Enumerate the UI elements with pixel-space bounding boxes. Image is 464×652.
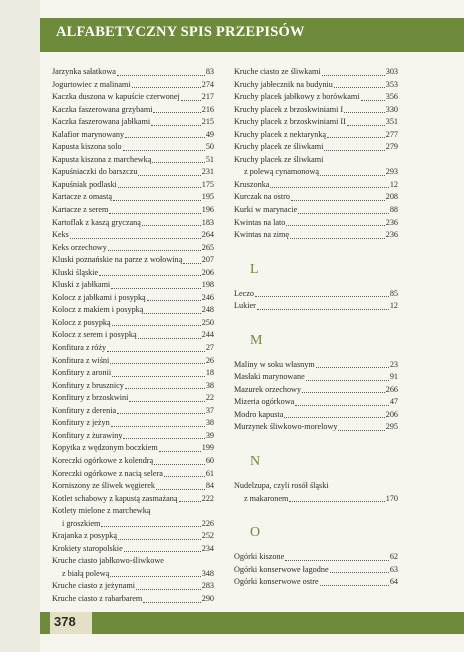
page-reference: 208 (385, 192, 398, 202)
recipe-name: Kaczka duszona w kapuście czerwonej (52, 92, 180, 102)
index-entry (52, 593, 214, 606)
page-reference: 50 (205, 142, 214, 152)
page-reference: 234 (201, 543, 214, 553)
recipe-name: Keks orzechowy (52, 242, 107, 252)
dot-leader (136, 589, 201, 590)
recipe-name: Modro kapusta (234, 409, 284, 419)
index-entry (234, 66, 398, 79)
recipe-name: Kapuśniaczki do barszczu (52, 167, 138, 177)
dot-leader (118, 187, 201, 188)
index-entry (52, 518, 214, 531)
index-entry (52, 530, 214, 543)
index-entry (234, 79, 398, 92)
index-entry (52, 405, 214, 418)
recipe-name: Kapusta kiszona solo (52, 142, 122, 152)
page-reference: 175 (201, 179, 214, 189)
page-reference: 279 (385, 142, 398, 152)
recipe-name: Krokiety staropolskie (52, 543, 123, 553)
page-reference: 236 (385, 230, 398, 240)
page-reference: 215 (201, 117, 214, 127)
page-reference: 248 (201, 305, 214, 315)
index-entry-first-line: Kruche ciasto jabłkowo-śliwkowe (52, 556, 164, 566)
dot-leader (159, 451, 201, 452)
recipe-name: Kluski z jabłkami (52, 280, 111, 290)
index-entry (234, 191, 398, 204)
recipe-name: z białą polewą (62, 568, 110, 578)
recipe-name: Kluski śląskie (52, 267, 99, 277)
index-section-m (234, 359, 398, 434)
recipe-name: Murzynek śliwkowo-morelowy (234, 422, 338, 432)
recipe-name: z polewą cynamonową (244, 167, 320, 177)
dot-leader (338, 430, 384, 431)
index-entry (234, 179, 398, 192)
dot-leader (142, 225, 201, 226)
page-reference: 216 (201, 104, 214, 114)
recipe-name: Konfitury z żurawiny (52, 430, 123, 440)
dot-leader (298, 213, 389, 214)
dot-leader (306, 380, 389, 381)
recipe-name: Leczo (234, 288, 254, 298)
page-reference: 353 (385, 79, 398, 89)
index-column-left (52, 66, 214, 606)
recipe-name: Kruche ciasto ze śliwkami (234, 67, 321, 76)
page-reference: 274 (201, 79, 214, 89)
page-reference: 196 (201, 205, 214, 215)
recipe-name: Konfitury z aronii (52, 368, 112, 378)
dot-leader (125, 137, 205, 138)
section-letter-o: O (250, 525, 261, 541)
dot-leader (117, 75, 205, 76)
dot-leader (324, 150, 384, 151)
index-entry (52, 104, 214, 117)
page-reference: 37 (205, 405, 214, 415)
dot-leader (295, 405, 389, 406)
dot-leader (125, 388, 205, 389)
dot-leader (181, 100, 201, 101)
index-section-n (234, 480, 398, 505)
page-reference: 351 (385, 117, 398, 127)
page-reference: 83 (205, 67, 214, 76)
dot-leader (322, 75, 385, 76)
recipe-name: Kaczka faszerowana grzybami (52, 104, 153, 114)
page-reference: 195 (201, 192, 214, 202)
index-entry (52, 543, 214, 556)
page-reference: 198 (201, 280, 214, 290)
page-reference: 85 (389, 288, 398, 298)
index-entry (234, 129, 398, 142)
recipe-name: Jogurtowiec z malinami (52, 79, 131, 89)
recipe-name: Kapusta kiszona z marchewką (52, 154, 152, 164)
dot-leader (285, 560, 389, 561)
recipe-name: Mazurek orzechowy (234, 384, 302, 394)
page-reference: 207 (201, 255, 214, 265)
index-entry (52, 141, 214, 154)
index-entry-first-line: Kotlety mielone z marchewką (52, 506, 151, 516)
index-entry (234, 564, 398, 577)
page-reference: 246 (201, 292, 214, 302)
index-entry (52, 66, 214, 79)
index-entry (234, 141, 398, 154)
index-entry (52, 79, 214, 92)
page-reference: 293 (385, 167, 398, 177)
index-entry (52, 317, 214, 330)
page-reference: 264 (201, 230, 214, 240)
dot-leader (111, 288, 201, 289)
dot-leader (143, 602, 200, 603)
recipe-name: Koreczki ogórkowe z nacią selera (52, 468, 163, 478)
recipe-name: Kopytka z wędzonym boczkiem (52, 443, 158, 453)
recipe-name: Kartacze z serem (52, 205, 109, 215)
dot-leader (183, 263, 200, 264)
page-reference: 27 (205, 343, 214, 353)
dot-leader (110, 363, 205, 364)
page-reference: 217 (201, 92, 214, 102)
index-entry (234, 384, 398, 397)
recipe-name: Konfitury z derenia (52, 405, 117, 415)
index-entry (52, 279, 214, 292)
index-entry (234, 104, 398, 117)
recipe-name: Kruchy placek z brzoskwiniami II (234, 117, 346, 127)
index-entry (234, 116, 398, 129)
index-entry (52, 191, 214, 204)
index-entry (234, 204, 398, 217)
page-reference: 206 (385, 409, 398, 419)
dot-leader (330, 572, 389, 573)
dot-leader (123, 438, 204, 439)
dot-leader (154, 464, 205, 465)
page-reference: 47 (389, 397, 398, 407)
index-entry (52, 380, 214, 393)
index-entry (52, 342, 214, 355)
dot-leader (302, 392, 385, 393)
page-reference: 60 (205, 455, 214, 465)
recipe-name: Konfitury z jeżyn (52, 418, 110, 428)
recipe-name: z makaronem (244, 493, 289, 503)
dot-leader (70, 238, 201, 239)
index-entry (52, 242, 214, 255)
index-entry (52, 367, 214, 380)
index-entry (52, 166, 214, 179)
page-reference: 38 (205, 418, 214, 428)
index-entry (52, 355, 214, 368)
recipe-name: Konfitury z brzoskwini (52, 393, 129, 403)
dot-leader (327, 137, 385, 138)
recipe-name: Kruchy placek z nektarynką (234, 129, 327, 139)
page-reference: 61 (205, 468, 214, 478)
page-title: ALFABETYCZNY SPIS PRZEPISÓW (56, 24, 305, 40)
page-reference: 39 (205, 430, 214, 440)
recipe-name: Kalafior marynowany (52, 129, 125, 139)
dot-leader (152, 162, 204, 163)
page-reference: 290 (201, 593, 214, 603)
recipe-name: Kruche ciasto z rabarbarem (52, 593, 143, 603)
recipe-name: Kruchy placek z brzoskwiniami I (234, 104, 344, 114)
recipe-name: Mizeria ogórkowa (234, 397, 295, 407)
dot-leader (112, 325, 201, 326)
page-reference: 199 (201, 443, 214, 453)
index-entry (52, 430, 214, 443)
page-reference: 236 (385, 217, 398, 227)
page-reference: 91 (389, 372, 398, 382)
index-entry (52, 417, 214, 430)
index-entry (234, 288, 398, 301)
page-reference: 51 (205, 154, 214, 164)
dot-leader (289, 501, 384, 502)
index-entry (52, 455, 214, 468)
page-reference: 12 (389, 301, 398, 311)
page-reference: 303 (385, 67, 398, 76)
dot-leader (164, 476, 205, 477)
dot-leader (123, 150, 205, 151)
dot-leader (153, 112, 200, 113)
page-reference: 12 (389, 179, 398, 189)
recipe-name: Korniszony ze śliwek węgierek (52, 481, 155, 491)
dot-leader (320, 175, 385, 176)
recipe-name: Kurczak na ostro (234, 192, 290, 202)
page-reference: 283 (201, 581, 214, 591)
index-entry (52, 568, 214, 581)
index-entry (52, 217, 214, 230)
index-entry (52, 468, 214, 481)
dot-leader (347, 125, 385, 126)
index-entry (234, 576, 398, 589)
recipe-name: Kolocz z posypką (52, 317, 111, 327)
page-reference: 252 (201, 531, 214, 541)
index-entry (234, 551, 398, 564)
section-letter-m: M (250, 332, 263, 348)
page-reference: 88 (389, 205, 398, 215)
dot-leader (320, 585, 389, 586)
dot-leader (101, 526, 200, 527)
page-number: 378 (54, 614, 76, 629)
recipe-name: Kluski poznańskie na parze z wołowiną (52, 255, 183, 265)
index-column-right (234, 66, 398, 589)
page-reference: 49 (205, 129, 214, 139)
index-entry (234, 409, 398, 422)
recipe-name: Kruchy placek ze śliwkami (234, 142, 324, 152)
page-reference: 62 (389, 552, 398, 562)
index-entry (52, 254, 214, 267)
recipe-name: Kruszonka (234, 179, 270, 189)
dot-leader (129, 401, 204, 402)
page-reference: 295 (385, 422, 398, 432)
recipe-name: Kruchy placek jabłkowy z borówkami (234, 92, 360, 102)
recipe-name: Krajanka z posypką (52, 531, 118, 541)
recipe-name: Kapuśniak podlaski (52, 179, 117, 189)
index-entry (52, 580, 214, 593)
page-reference: 231 (201, 167, 214, 177)
index-entry (234, 371, 398, 384)
dot-leader (316, 367, 389, 368)
dot-leader (270, 187, 388, 188)
dot-leader (113, 200, 201, 201)
recipe-name: Kwintas na zimę (234, 230, 290, 240)
dot-leader (117, 413, 205, 414)
recipe-name: Kruchy jabłecznik na budyniu (234, 79, 333, 89)
recipe-name: Kolocz z makiem i posypką (52, 305, 144, 315)
index-entry-first-line: Kruchy placek ze śliwkami (234, 154, 324, 164)
index-entry (52, 304, 214, 317)
dot-leader (284, 417, 384, 418)
index-entry (234, 217, 398, 230)
dot-leader (132, 87, 201, 88)
page-reference: 330 (385, 104, 398, 114)
recipe-name: Kotlet schabowy z kapustą zasmażaną (52, 493, 178, 503)
recipe-name: i groszkiem (62, 518, 101, 528)
page-reference: 18 (205, 368, 214, 378)
recipe-name: Ogórki konserwowe ostre (234, 577, 319, 587)
dot-leader (107, 351, 205, 352)
index-entry (234, 91, 398, 104)
dot-leader (179, 501, 201, 502)
dot-leader (138, 338, 201, 339)
index-entry (234, 421, 398, 434)
dot-leader (138, 175, 200, 176)
dot-leader (291, 200, 385, 201)
recipe-name: Maliny w soku własnym (234, 359, 315, 369)
dot-leader (118, 539, 201, 540)
index-entry (234, 229, 398, 242)
recipe-name: Konfitury z brusznicy (52, 380, 124, 390)
dot-leader (334, 87, 385, 88)
page-reference: 170 (385, 493, 398, 503)
index-entry (52, 129, 214, 142)
index-entry (52, 91, 214, 104)
dot-leader (147, 300, 201, 301)
index-entry (52, 493, 214, 506)
footer-bar (40, 612, 464, 634)
page-reference: 38 (205, 380, 214, 390)
dot-leader (361, 100, 385, 101)
left-margin-strip (0, 0, 40, 652)
index-entry (52, 204, 214, 217)
index-entry (52, 329, 214, 342)
dot-leader (144, 313, 200, 314)
page-reference: 183 (201, 217, 214, 227)
index-entry (52, 154, 214, 167)
dot-leader (99, 275, 201, 276)
page-reference: 22 (205, 393, 214, 403)
page-reference: 226 (201, 518, 214, 528)
page-reference: 348 (201, 568, 214, 578)
index-entry (52, 229, 214, 242)
recipe-name: Ogórki konserwowe łagodne (234, 564, 329, 574)
index-entry (52, 442, 214, 455)
dot-leader (156, 489, 205, 490)
index-entry (52, 292, 214, 305)
dot-leader (255, 296, 389, 297)
page-reference: 266 (385, 384, 398, 394)
page-reference: 206 (201, 267, 214, 277)
recipe-name: Lukier (234, 301, 256, 311)
page-reference: 64 (389, 577, 398, 587)
index-entry (234, 166, 398, 179)
dot-leader (112, 376, 205, 377)
page-reference: 356 (385, 92, 398, 102)
index-section-k (234, 66, 398, 242)
recipe-name: Kwintas na lato (234, 217, 286, 227)
index-entry (234, 300, 398, 313)
index-entry (234, 396, 398, 409)
recipe-name: Keks (52, 230, 69, 240)
recipe-name: Konfitura z wiśni (52, 355, 110, 365)
section-letter-l: L (250, 261, 259, 277)
index-entry (234, 359, 398, 372)
dot-leader (290, 238, 385, 239)
recipe-name: Koreczki ogórkowe z kolendrą (52, 455, 154, 465)
dot-leader (344, 112, 385, 113)
recipe-name: Jarzynka sałatkowa (52, 67, 116, 76)
recipe-name: Kolocz z serem i posypką (52, 330, 137, 340)
page-reference: 23 (389, 359, 398, 369)
page-reference: 250 (201, 317, 214, 327)
dot-leader (109, 213, 200, 214)
index-section-o (234, 551, 398, 589)
page-reference: 244 (201, 330, 214, 340)
recipe-name: Kaczka faszerowana jabłkami (52, 117, 151, 127)
recipe-name: Kartacze z omastą (52, 192, 113, 202)
index-entry (52, 116, 214, 129)
index-section-l (234, 288, 398, 313)
page-reference: 222 (201, 493, 214, 503)
dot-leader (124, 551, 201, 552)
page-reference: 265 (201, 242, 214, 252)
page-reference: 26 (205, 355, 214, 365)
index-entry (234, 493, 398, 506)
dot-leader (110, 576, 200, 577)
recipe-name: Ogórki kiszone (234, 552, 285, 562)
recipe-name: Kurki w marynacie (234, 205, 298, 215)
page-reference: 63 (389, 564, 398, 574)
page-reference: 84 (205, 481, 214, 491)
index-entry-first-line: Nudelzupa, czyli rosół śląski (234, 481, 329, 491)
recipe-name: Konfitura z róży (52, 343, 107, 353)
page-reference: 277 (385, 129, 398, 139)
dot-leader (111, 426, 205, 427)
recipe-name: Masłaki marynowane (234, 372, 305, 382)
recipe-name: Kruche ciasto z jeżynami (52, 581, 135, 591)
recipe-name: Kartoflak z kaszą gryczaną (52, 217, 141, 227)
index-entry (52, 480, 214, 493)
dot-leader (108, 250, 201, 251)
dot-leader (257, 309, 389, 310)
dot-leader (151, 125, 201, 126)
index-entry (52, 267, 214, 280)
index-entry (52, 179, 214, 192)
section-letter-n: N (250, 454, 261, 470)
dot-leader (286, 225, 384, 226)
recipe-name: Kolocz z jabłkami i posypką (52, 292, 146, 302)
index-entry (52, 392, 214, 405)
